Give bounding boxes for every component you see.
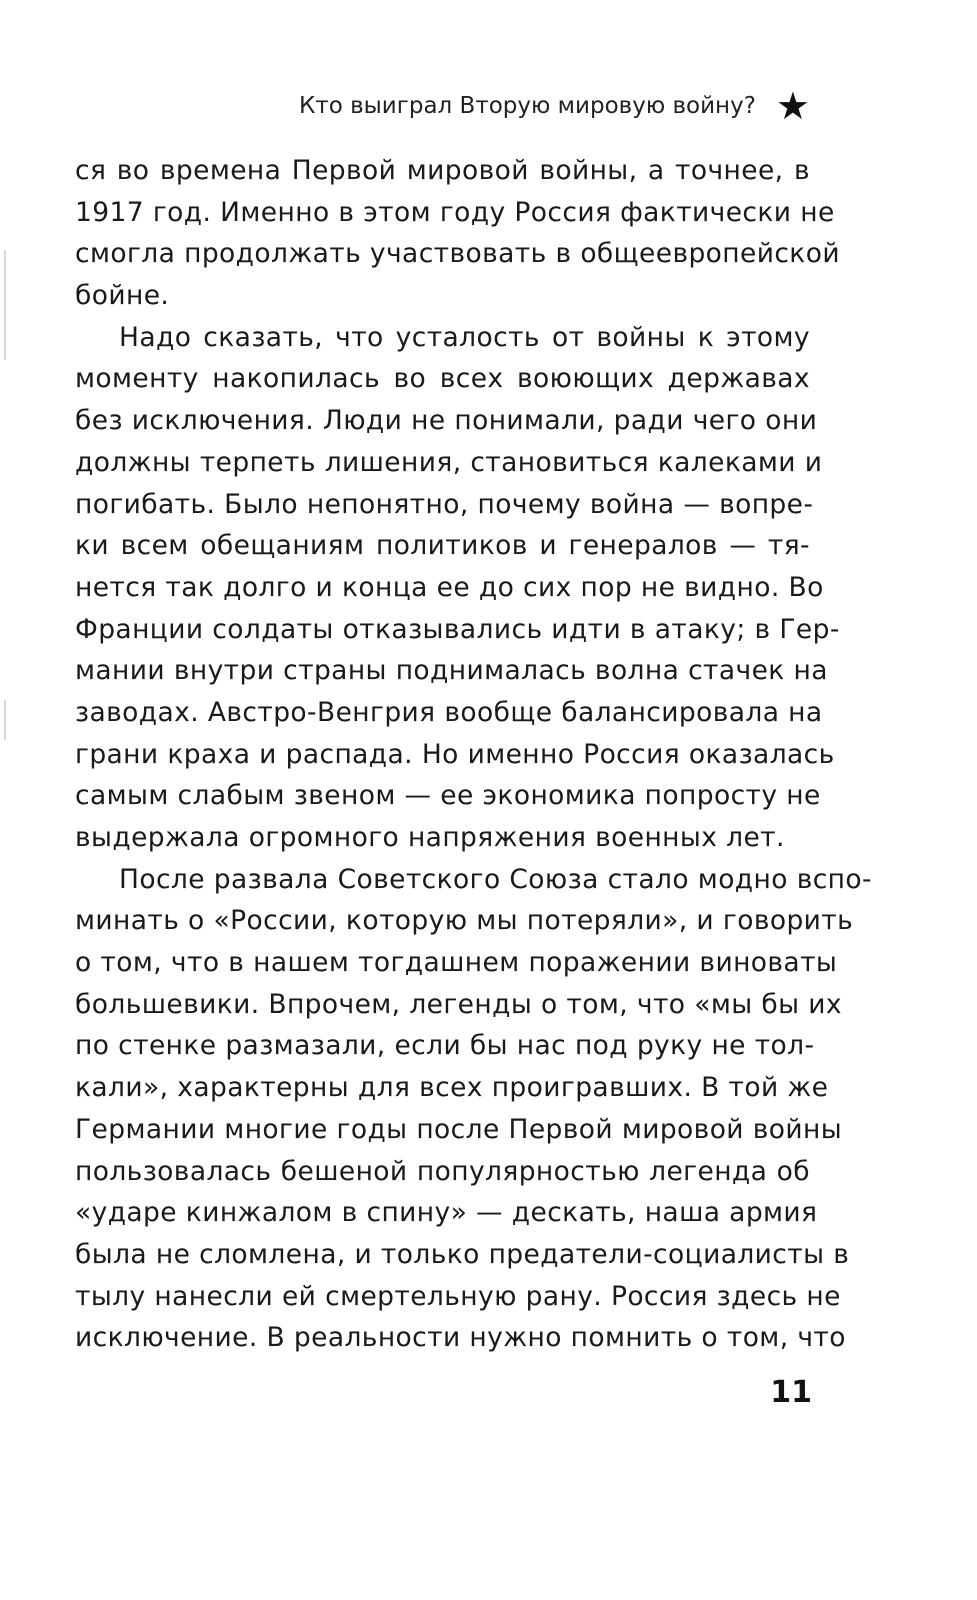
text-line: о том, что в нашем тогдашнем поражении виноваты <box>75 947 838 979</box>
star-icon: ★ <box>775 84 810 128</box>
text-line: мании внутри страны поднималась волна стачек на <box>75 655 828 687</box>
text-line: должны терпеть лишения, становиться калеками и <box>75 446 823 478</box>
text-line: самым слабым звеном — ее экономика попросту не <box>75 780 821 812</box>
text-line: кали», характерны для всех проигравших. В той же <box>75 1072 829 1104</box>
text-line: ки всем обещаниям политиков и генералов — тя- <box>75 530 810 562</box>
text-line: была не сломлена, и только предатели-социалисты в <box>75 1238 850 1270</box>
paragraph <box>75 150 840 317</box>
text-line: без исключения. Люди не понимали, ради чего они <box>75 405 818 437</box>
text-line: большевики. Впрочем, легенды о том, что «мы бы их <box>75 988 842 1020</box>
text-line: исключение. В реальности нужно помнить о том, что <box>75 1322 846 1354</box>
text-line: После развала Советского Союза стало модно вспо- <box>119 863 872 895</box>
text-line: Франции солдаты отказывались идти в атаку; в Гер- <box>75 613 840 645</box>
text-line: 1917 год. Именно в этом году Россия фактически не <box>75 196 835 228</box>
text-line: нется так долго и конца ее до сих пор не видно. Во <box>75 571 824 603</box>
text-line: пользовалась бешеной популярностью легенда об <box>75 1155 810 1187</box>
text-line: выдержала огромного напряжения военных лет. <box>75 822 785 853</box>
text-line: грани краха и распада. Но именно Россия оказалась <box>75 738 835 770</box>
text-line: по стенке размазали, если бы нас под руку не тол- <box>75 1030 815 1062</box>
paragraph <box>75 317 840 859</box>
scan-margin-mark <box>4 250 6 360</box>
scan-margin-mark <box>4 700 6 740</box>
text-line: ся во времена Первой мировой войны, а точнее, в <box>75 155 810 186</box>
text-line: моменту накопилась во всех воюющих державах <box>75 363 810 395</box>
text-line: минать о «России, которую мы потеряли», и говорить <box>75 905 854 937</box>
text-line: Германии многие годы после Первой мировой войны <box>75 1113 843 1145</box>
text-line: бойне. <box>75 280 170 312</box>
text-line: Надо сказать, что усталость от войны к этому <box>119 321 810 353</box>
page-number: 11 <box>770 1375 812 1410</box>
running-header-title: Кто выиграл Вторую мировую войну? <box>298 93 756 119</box>
running-header <box>75 86 810 126</box>
paragraph <box>75 859 872 1359</box>
text-line: «ударе кинжалом в спину» — дескать, наша армия <box>75 1197 818 1229</box>
body-text <box>75 150 872 1359</box>
text-line: тылу нанесли ей смертельную рану. Россия здесь не <box>75 1280 841 1312</box>
text-line: погибать. Было непонятно, почему война — вопре- <box>75 488 814 520</box>
text-line: заводах. Австро-Венгрия вообще балансировала на <box>75 696 823 728</box>
text-line: смогла продолжать участвовать в общеевропейской <box>75 238 840 270</box>
